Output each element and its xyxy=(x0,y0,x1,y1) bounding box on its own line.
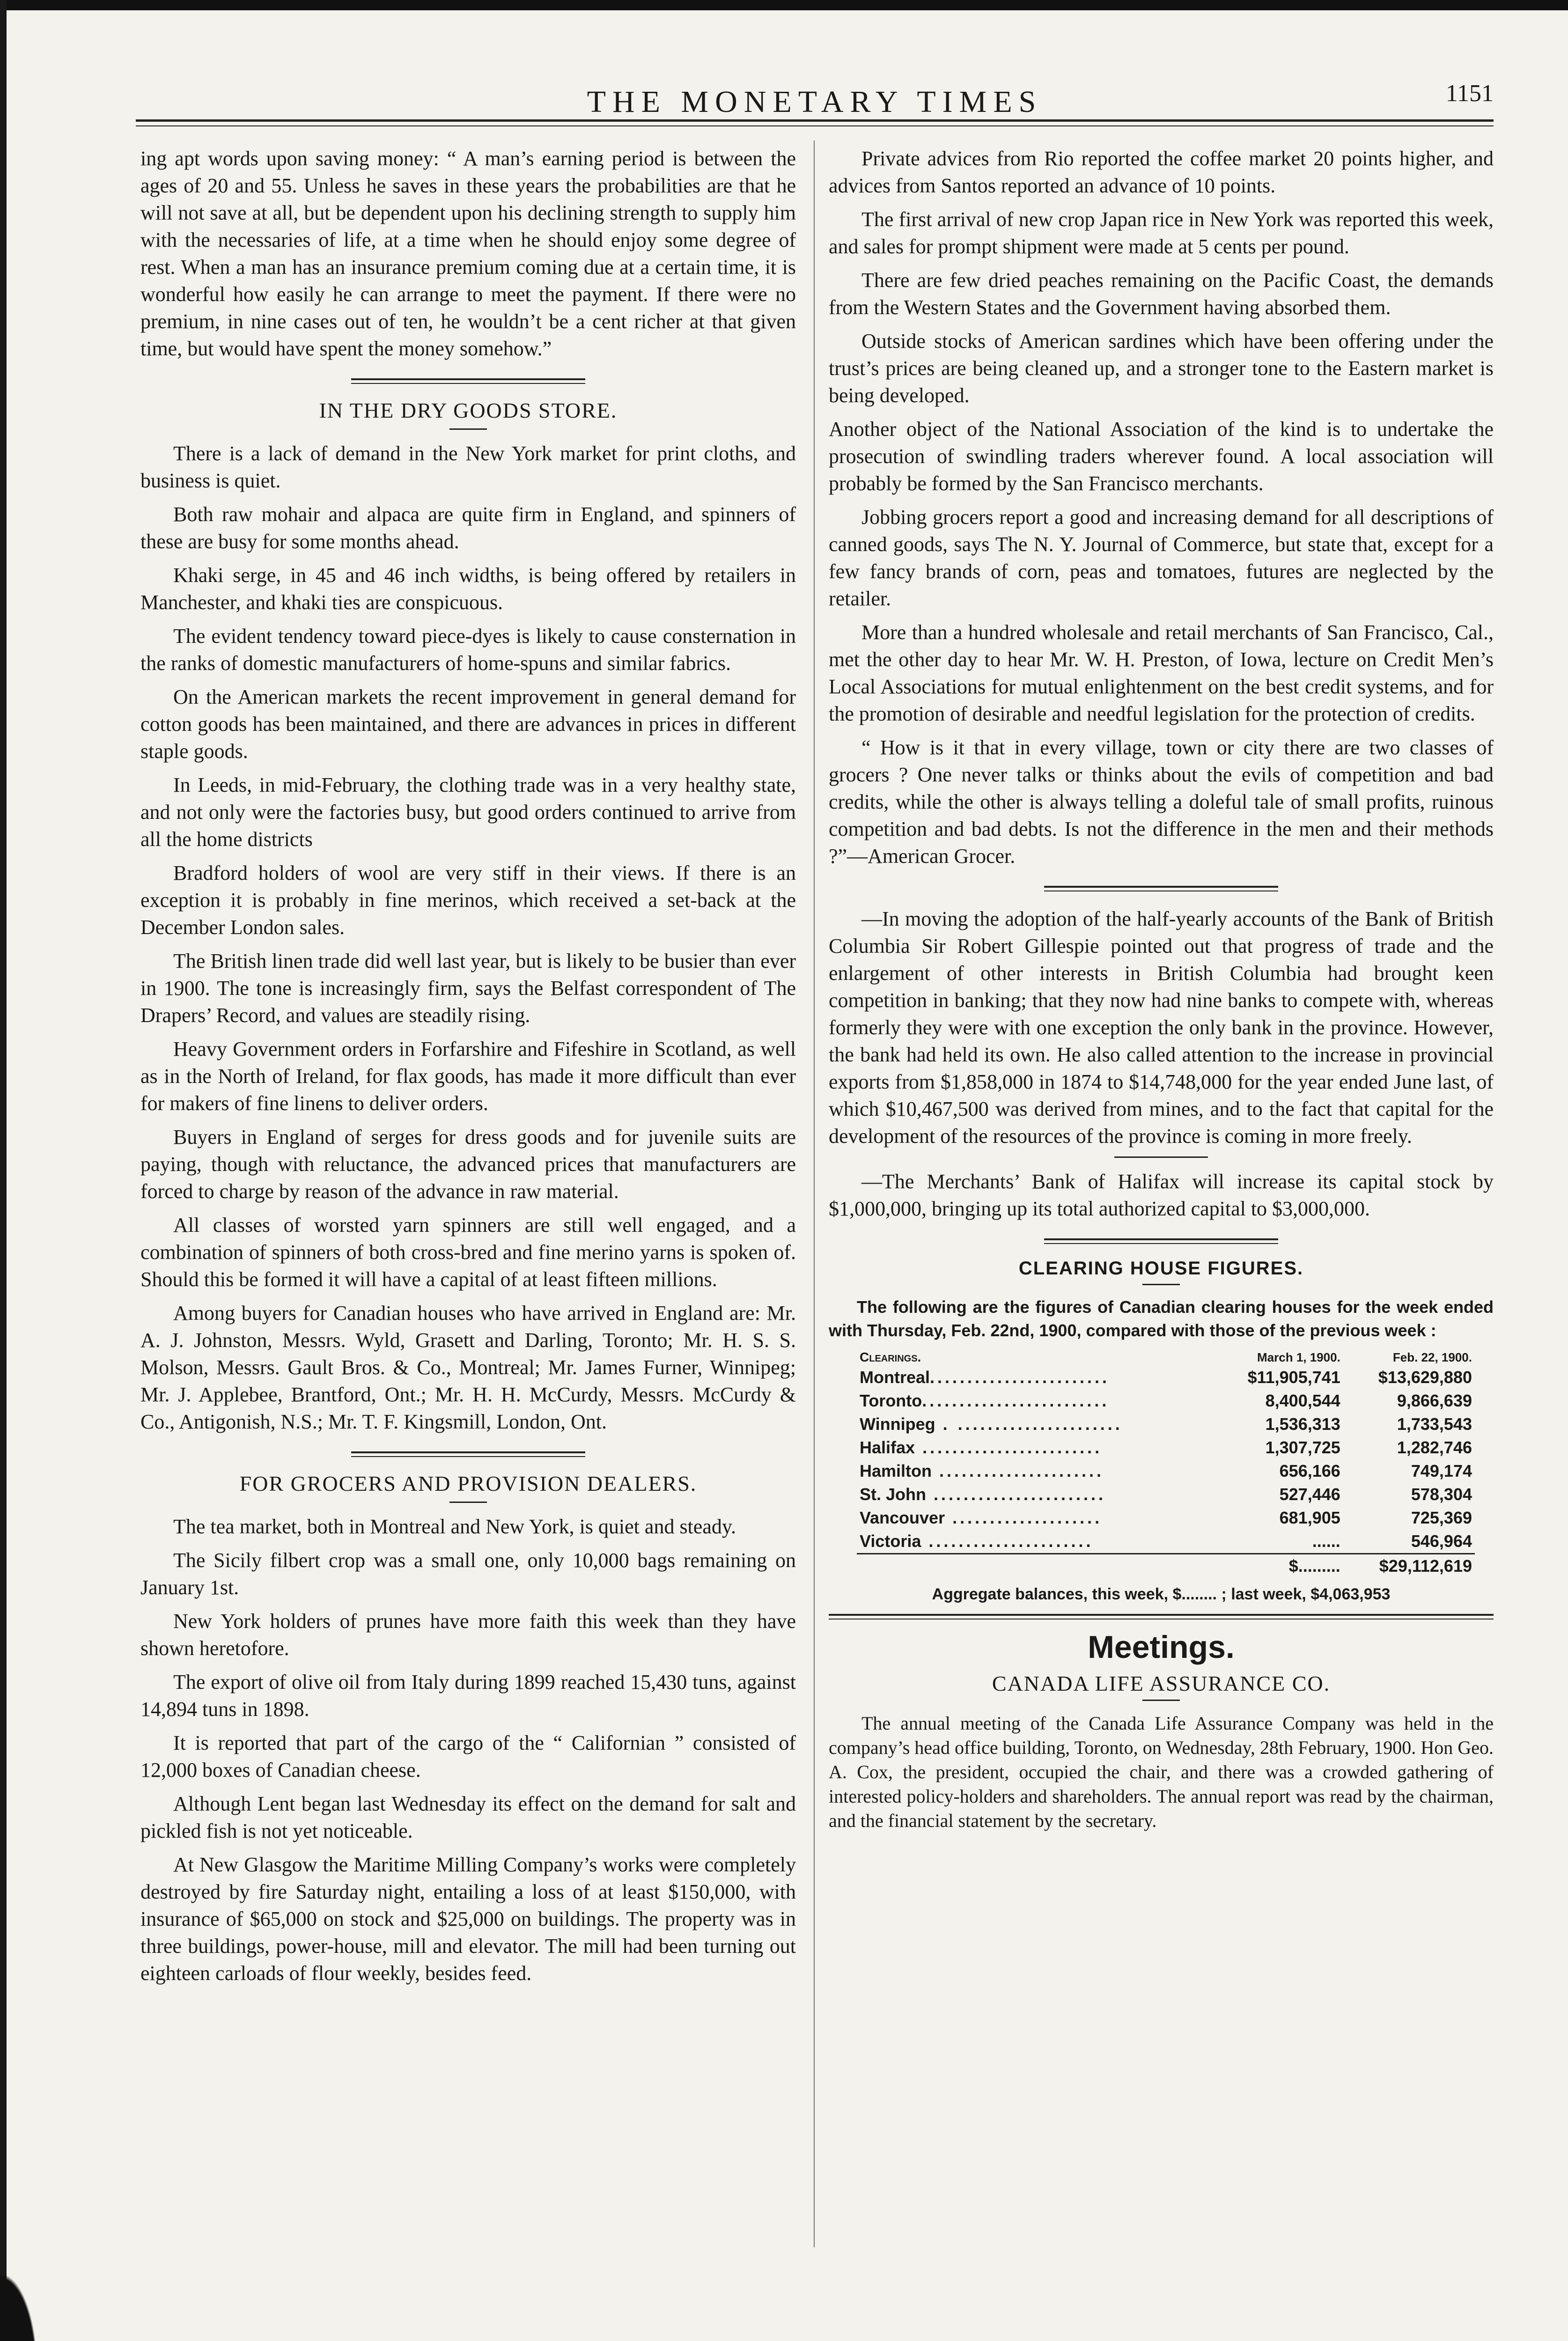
this-week-value: $11,905,741 xyxy=(1247,1368,1340,1387)
article-paragraph: Private advices from Rio reported the coffee market 20 points higher, and advices from Santos reported an advance of 10 points. xyxy=(829,147,1494,197)
table-row: Vancouver .................... 681,905 725,369 xyxy=(857,1506,1475,1530)
article-paragraph: The British linen trade did well last year, but is likely to be busier than ever in 1900. The tone is increasingly firm, says the Belfast correspondent of The Drapers’ Record, and values are steadily rising. xyxy=(140,950,796,1027)
halifax-bank-paragraph: —The Merchants’ Bank of Halifax will increase its capital stock by $1,000,000, bringing up its total authorized capital to $3,000,000. xyxy=(829,1170,1494,1220)
this-week-value: 1,536,313 xyxy=(1265,1414,1340,1434)
short-rule xyxy=(1114,1156,1208,1158)
article-paragraph: More than a hundred wholesale and retail merchants of San Francisco, Cal., met the other day to hear Mr. W. H. Preston, of Iowa, lecture on Credit Men’s Local Associations for mutual enlightenment on the best credit systems, and for the promotion of desirable and needful legislation for the protection of credits. xyxy=(829,621,1494,725)
section-divider xyxy=(1044,886,1278,891)
this-week-value: 681,905 xyxy=(1279,1508,1340,1527)
article-paragraph: Jobbing grocers report a good and increasing demand for all descriptions of canned goods, says The N. Y. Journal of Commerce, but state that, except for a few fancy brands of corn, peas and tomatoes, futures are neglected by the retailer. xyxy=(829,506,1494,610)
article-paragraph: Although Lent began last Wednesday its effect on the demand for salt and pickled fish is not yet noticeable. xyxy=(140,1792,796,1842)
city-name: Montreal xyxy=(860,1368,930,1387)
article-paragraph: The first arrival of new crop Japan rice in New York was reported this week, and sales for prompt shipment were made at 5 cents per pound. xyxy=(829,208,1494,258)
short-rule xyxy=(1142,1284,1180,1285)
city-name: Halifax xyxy=(860,1438,915,1457)
table-row: Victoria ...................... ...... 546,964 xyxy=(857,1530,1475,1554)
article-paragraph: New York holders of prunes have more faith this week than they have shown heretofore. xyxy=(140,1610,796,1660)
article-paragraph: “ How is it that in every village, town or city there are two classes of grocers ? One never talks or thinks about the evils of competition and bad credits, while the other is always telling a doleful tale of small profits, ruinous competition and bad debts. Is not the difference in the men and their methods ?”—American Grocer. xyxy=(829,736,1494,868)
aggregate-balances: Aggregate balances, this week, $........ ; last week, $4,063,953 xyxy=(932,1585,1391,1603)
prev-week-value: 1,733,543 xyxy=(1397,1414,1472,1434)
clearing-intro: The following are the figures of Canadian clearing houses for the week ended with Thursday, Feb. 22nd, 1900, compared with those of the previous week : xyxy=(829,1297,1494,1340)
city-name: Vancouver xyxy=(860,1508,945,1527)
meetings-rule xyxy=(829,1614,1494,1616)
prev-week-value: 1,282,746 xyxy=(1397,1438,1472,1457)
meetings-heading: Meetings. xyxy=(1088,1629,1235,1665)
table-row: St. John ....................... 527,446 578,304 xyxy=(857,1483,1475,1506)
prev-week-value: 725,369 xyxy=(1411,1508,1472,1527)
article-paragraph: On the American markets the recent improvement in general demand for cotton goods has been maintained, and there are advances in prices in different staple goods. xyxy=(140,685,796,763)
bc-bank-paragraph: —In moving the adoption of the half-yearly accounts of the Bank of British Columbia Sir Robert Gillespie pointed out that progress of trade and the enlargement of other interests in British Columbia had brought keen competition in banking; that they now had nine banks to compete with, whereas formerly they were with one exception the only bank in the province. However, the bank had held its own. He also called attention to the increase in provincial exports from $1,858,000 in 1874 to $14,748,000 for the year ended June last, of which $10,467,500 was derived from mines, and to the fact that capital for the development of the resources of the province is coming in more freely. xyxy=(829,907,1494,1148)
this-week-value: 1,307,725 xyxy=(1265,1438,1340,1457)
section-divider xyxy=(351,1451,585,1457)
meeting-paragraph: The annual meeting of the Canada Life Assurance Company was held in the company’s head office building, Toronto, on Wednesday, 28th February, 1900. Hon Geo. A. Cox, the president, occupied the chair, and there was a crowded gathering of interested policy-holders and shareholders. The annual report was read by the chairman, and the financial statement by the secretary. xyxy=(829,1713,1494,1831)
city-name: Winnipeg xyxy=(860,1414,935,1434)
clearing-table xyxy=(857,1349,1475,1578)
article-paragraph: Both raw mohair and alpaca are quite firm in England, and spinners of these are busy for some months ahead. xyxy=(140,503,796,553)
article-paragraph: At New Glasgow the Maritime Milling Company’s works were completely destroyed by fire Saturday night, entailing a loss of at least $150,000, with insurance of $65,000 on stock and $25,000 on buildings. The property was in three buildings, power-house, mill and elevator. The mill had been turning out eighteen carloads of flour weekly, besides feed. xyxy=(140,1853,796,1985)
short-rule xyxy=(1142,1700,1180,1701)
section-divider xyxy=(1044,1238,1278,1244)
table-row: Montreal........................ $11,905,741 $13,629,880 xyxy=(857,1366,1475,1389)
this-week-value: 656,166 xyxy=(1279,1461,1340,1480)
total-row xyxy=(857,1554,1475,1578)
page-curl xyxy=(0,2201,66,2341)
this-week-value: ...... xyxy=(1312,1531,1340,1551)
table-row: Toronto......................... 8,400,544 9,866,639 xyxy=(857,1389,1475,1413)
left-column xyxy=(140,145,796,1994)
scan-left-edge xyxy=(0,0,7,2341)
article-paragraph: Heavy Government orders in Forfarshire and Fifeshire in Scotland, as well as in the North of Ireland, for flax goods, has made it more difficult than ever for makers of fine linens to deliver orders. xyxy=(140,1038,796,1115)
this-week-value: 8,400,544 xyxy=(1265,1391,1340,1410)
article-paragraph: There are few dried peaches remaining on the Pacific Coast, the demands from the Western States and the Government having absorbed them. xyxy=(829,269,1494,319)
article-paragraph: Buyers in England of serges for dress goods and for juvenile suits are paying, though with reluctance, the advanced prices that manufacturers are forced to charge by reason of the advance in raw material. xyxy=(140,1126,796,1203)
city-name: Victoria xyxy=(860,1531,921,1551)
canada-life-heading: CANADA LIFE ASSURANCE CO. xyxy=(992,1671,1331,1695)
article-paragraph: It is reported that part of the cargo of the “ Californian ” consisted of 12,000 boxes of Canadian cheese. xyxy=(140,1731,796,1782)
total-prev-week: $29,112,619 xyxy=(1343,1554,1475,1578)
short-rule xyxy=(449,428,487,430)
prev-week-value: $13,629,880 xyxy=(1378,1368,1472,1387)
prev-week-value: 9,866,639 xyxy=(1397,1391,1472,1410)
meetings-rule-thin xyxy=(829,1619,1494,1620)
article-paragraph: The Sicily filbert crop was a small one, only 10,000 bags remaining on January 1st. xyxy=(140,1549,796,1599)
city-name: Hamilton xyxy=(860,1461,932,1480)
article-paragraph: Outside stocks of American sardines which have been offering under the trust’s prices are being cleaned up, and a stronger tone to the Eastern market is being developed. xyxy=(829,330,1494,407)
scan-top-border xyxy=(0,0,1568,10)
this-week-value: 527,446 xyxy=(1279,1485,1340,1504)
article-paragraph: The evident tendency toward piece-dyes is likely to cause consternation in the ranks of domestic manufacturers of home-spuns and similar fabrics. xyxy=(140,625,796,675)
masthead-title: THE MONETARY TIMES xyxy=(587,85,1043,119)
right-column xyxy=(829,145,1494,1840)
intro-paragraph: ing apt words upon saving money: “ A man’s earning period is between the ages of 20 and 55. Unless he saves in these years the probabilities are that he will not save at all, but be dependent upon his declining strength to supply him with the necessaries of life, at a time when he should enjoy some degree of rest. When a man has an insurance premium coming due at a certain time, it is wonderful how easily he can arrange to meet the payment. If there were no premium, in nine cases out of ten, he wouldn’t be a cent richer at that given time, but would have spent the money somehow.” xyxy=(140,147,796,360)
column-separator xyxy=(814,140,815,2247)
header-rule xyxy=(136,119,1494,122)
article-paragraph: The tea market, both in Montreal and New York, is quiet and steady. xyxy=(173,1515,736,1538)
article-paragraph: Another object of the National Association of the kind is to undertake the prosecution of swindling traders wherever found. A local association will probably be formed by the San Francisco merchants. xyxy=(829,418,1494,495)
grocers-heading: FOR GROCERS AND PROVISION DEALERS. xyxy=(239,1472,697,1495)
short-rule xyxy=(449,1502,487,1503)
column-header: Feb. 22, 1900. xyxy=(1392,1350,1472,1364)
table-row: Hamilton ...................... 656,166 749,174 xyxy=(857,1459,1475,1483)
article-paragraph: Khaki serge, in 45 and 46 inch widths, is being offered by retailers in Manchester, and khaki ties are conspicuous. xyxy=(140,564,796,614)
column-header: March 1, 1900. xyxy=(1257,1350,1340,1364)
total-this-week: $......... xyxy=(1213,1554,1343,1578)
article-paragraph: Bradford holders of wool are very stiff in their views. If there is an exception it is probably in fine merinos, which received a set-back at the December London sales. xyxy=(140,861,796,939)
city-name: Toronto xyxy=(860,1391,922,1410)
dry-goods-heading: IN THE DRY GOODS STORE. xyxy=(319,398,618,422)
prev-week-value: 578,304 xyxy=(1411,1485,1472,1504)
article-paragraph: In Leeds, in mid-February, the clothing trade was in a very healthy state, and not only were the factories busy, but good orders continued to arrive from all the home districts xyxy=(140,773,796,851)
article-paragraph: Among buyers for Canadian houses who have arrived in England are: Mr. A. J. Johnston, Messrs. Wyld, Grasett and Darling, Toronto; Mr. H. S. S. Molson, Messrs. Gault Bros. & Co., Montreal; Mr. James Furner, Winnipeg; Mr. J. Applebee, Brantford, Ont.; Mr. H. H. McCurdy, Messrs. McCurdy & Co., Antigonish, N.S.; Mr. T. F. Kingsmill, London, Ont. xyxy=(140,1302,796,1433)
city-name: St. John xyxy=(860,1485,926,1504)
article-paragraph: The export of olive oil from Italy during 1899 reached 15,430 tuns, against 14,894 tuns in 1898. xyxy=(140,1671,796,1721)
section-divider xyxy=(351,378,585,384)
page-header xyxy=(136,80,1494,131)
header-rule-thin xyxy=(136,125,1494,126)
article-paragraph: All classes of worsted yarn spinners are still well engaged, and a combination of spinners of both cross-bred and fine merino yarns is spoken of. Should this be formed it will have a capital of at least fifteen millions. xyxy=(140,1214,796,1291)
prev-week-value: 546,964 xyxy=(1411,1531,1472,1551)
table-row: Halifax ........................ 1,307,725 1,282,746 xyxy=(857,1436,1475,1459)
column-header: Clearings. xyxy=(860,1350,921,1364)
table-header-row xyxy=(857,1349,1475,1366)
prev-week-value: 749,174 xyxy=(1411,1461,1472,1480)
clearing-house-heading: CLEARING HOUSE FIGURES. xyxy=(1018,1258,1304,1279)
article-paragraph: There is a lack of demand in the New York market for print cloths, and business is quiet. xyxy=(140,442,796,492)
page-number: 1151 xyxy=(1445,80,1494,107)
table-row: Winnipeg . ...................... 1,536,313 1,733,543 xyxy=(857,1413,1475,1436)
